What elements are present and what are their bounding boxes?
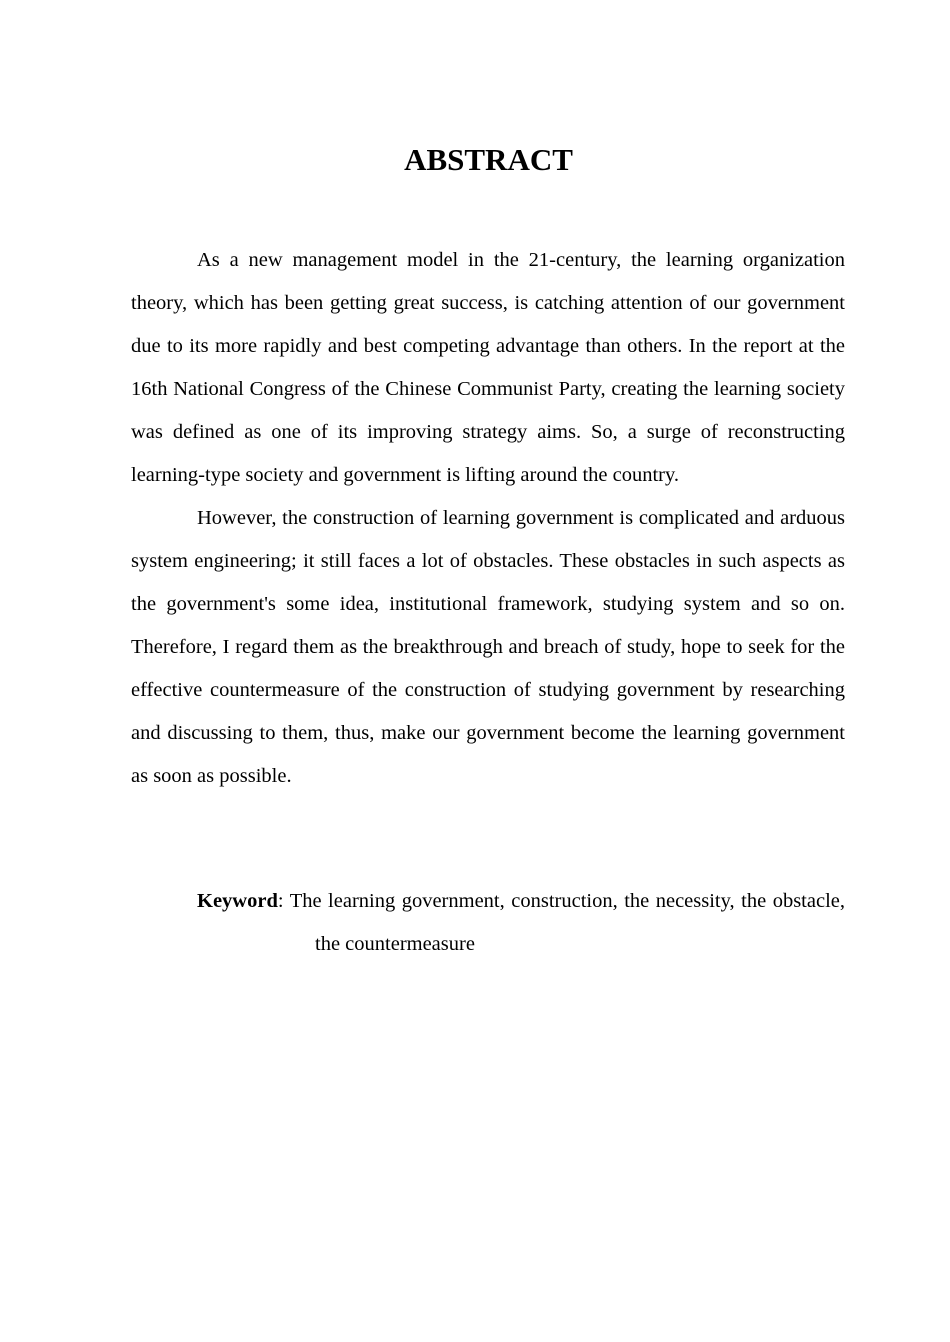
keyword-line <box>197 880 845 966</box>
abstract-title: ABSTRACT <box>404 142 573 177</box>
keyword-separator: : <box>277 890 284 912</box>
keyword-text: The learning government, construction, the necessity, the obstacle, the countermeasure <box>289 890 845 955</box>
abstract-body <box>131 239 845 798</box>
abstract-paragraph-2: However, the construction of learning government is complicated and arduous system engineering; it still faces a lot of obstacles. These obstacles in such aspects as the government's some idea, institutional framework, studying system and so on. Therefore, I regard them as the breakthrough and breach of study, hope to seek for the effective countermeasure of the construction of studying government by researching and discussing to them, thus, make our government become the learning government as soon as possible. <box>131 507 845 787</box>
abstract-paragraph-1: As a new management model in the 21-century, the learning organization theory, which has been getting great success, is catching attention of our government due to its more rapidly and best competing advantage than others. In the report at the 16th National Congress of the Chinese Communist Party, creating the learning society was defined as one of its improving strategy aims. So, a surge of reconstructing learning-type society and government is lifting around the country. <box>131 249 845 486</box>
keyword-label: Keyword <box>197 890 278 912</box>
